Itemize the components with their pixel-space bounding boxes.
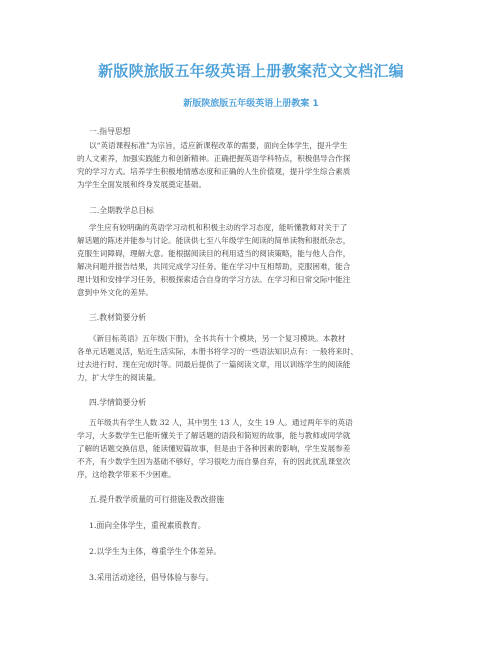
paragraph-line: 不齐，有少数学生因为基础不够好，学习很吃力而自暴自弃，有的因此扰乱课堂次 xyxy=(77,457,351,466)
section-heading-3: 三.教材简要分析 xyxy=(89,313,147,322)
document-title: 新版陕旅版五年级英语上册教案范文文档汇编 xyxy=(97,62,404,80)
paragraph-line: 理计划和安排学习任务，积极探索适合自身的学习方法。在学习和日常交际中能注 xyxy=(77,275,351,284)
paragraph-line: 了解的话题交换信息，能读懂短篇故事，但是由于各种因素的影响，学生发展参差 xyxy=(77,444,351,453)
list-item-3: 3.采用活动途径，倡导体验与参与。 xyxy=(89,573,214,582)
paragraph-line: 《新目标英语》五年级(下册)，全书共有十个模块，另一个复习模块。本教材 xyxy=(89,334,346,343)
paragraph-line: 过去进行时、现在完成时等。同最后提供了一篇阅读文章，用以训练学生的阅读能 xyxy=(77,360,351,369)
paragraph-line: 学生应有较明确的英语学习动机和积极主动的学习态度，能听懂教师对关于了 xyxy=(89,223,348,232)
section-3-body xyxy=(77,332,437,384)
paragraph-line: 解决问题并报告结果，共同完成学习任务。能在学习中互相帮助，克服困难，能合 xyxy=(77,262,351,271)
paragraph-line: 解话题的陈述并能参与讨论。能读供七至八年级学生阅读的简单读物和报纸杂志， xyxy=(77,236,351,245)
paragraph-line: 学习，大多数学生已能听懂关于了解话题的语段和简短的故事，能与教师或同学就 xyxy=(77,431,351,440)
section-heading-1: 一.指导思想 xyxy=(89,127,131,136)
document-subtitle: 新版陕旅版五年级英语上册教案 1 xyxy=(183,99,319,109)
section-heading-4: 四.学情简要分析 xyxy=(89,398,147,407)
section-heading-2: 二.全期教学总目标 xyxy=(89,206,154,215)
paragraph-line: 序，这给教学带来不少困难。 xyxy=(77,470,176,479)
section-1-body xyxy=(77,139,437,191)
section-4-body xyxy=(77,416,437,481)
list-item-1: 1.面向全体学生，重视素质教育。 xyxy=(89,521,206,530)
paragraph-line: 以“英语课程标准”为宗旨，适应新课程改革的需要，面向全体学生，提升学生 xyxy=(89,141,348,150)
section-heading-5: 五.提升教学质量的可行措施及教改措施 xyxy=(89,495,225,504)
paragraph-line: 的人文素养，加强实践能力和创新精神。正确把握英语学科特点，积极倡导合作探 xyxy=(77,154,351,163)
paragraph-line: 为学生全面发展和终身发展奠定基础。 xyxy=(77,180,207,189)
paragraph-line: 力，扩大学生的阅读量。 xyxy=(77,373,161,382)
list-item-2: 2.以学生为主体，尊重学生个体差异。 xyxy=(89,547,222,556)
paragraph-line: 各单元话题灵活，贴近生活实际，本册书将学习的一些语法知识点有：一般将来时、 xyxy=(77,347,358,356)
paragraph-line: 五年级共有学生人数 32 人，其中男生 13 人，女生 19 人。通过两年半的英语 xyxy=(89,418,353,427)
paragraph-line: 克服生词障碍，理解大意。能根据阅读目的利用适当的阅读策略，能与他人合作， xyxy=(77,249,351,258)
paragraph-line: 意到中外文化的差异。 xyxy=(77,288,153,297)
paragraph-line: 究的学习方式。培养学生积极地情感态度和正确的人生价值观，提升学生综合素质 xyxy=(77,167,351,176)
section-2-body xyxy=(77,221,437,299)
